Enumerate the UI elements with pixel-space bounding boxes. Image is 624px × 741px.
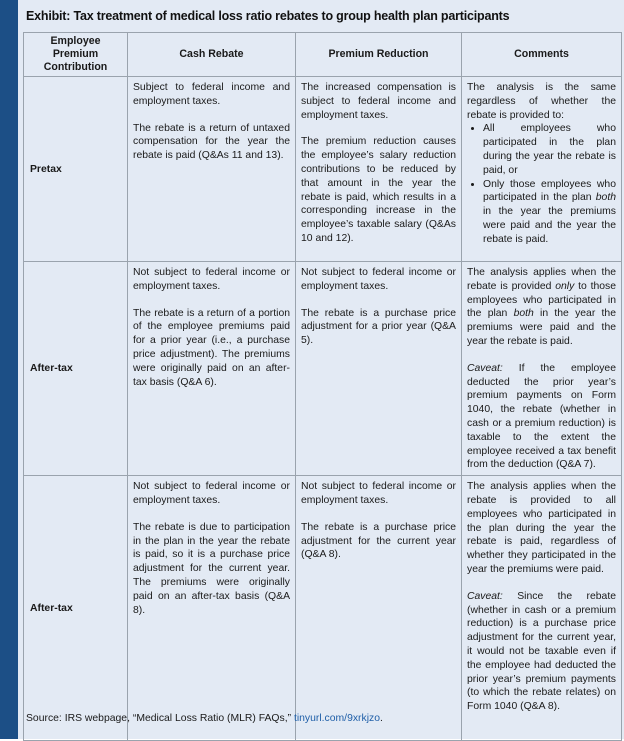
text-span: in the year the premiums were paid and the year the rebate is paid. (483, 206, 616, 245)
table-row (24, 77, 622, 262)
text-span: If the employee deducted the prior year’s premium payments on Form 1040, the rebate (whether in cash or a premium reduction) is taxable to the extent the employee received a tax benefit from the deduction (Q&A 7). (467, 362, 616, 471)
row-label-after-tax: After-tax (24, 262, 128, 476)
cell-text: The rebate is a return of untaxed compensation for the year the rebate is paid (Q&As 11 and 13). (133, 122, 290, 162)
cell-text: Not subject to federal income or employment taxes. (133, 481, 290, 506)
table-row (24, 476, 622, 741)
row-label-pretax: Pretax (24, 77, 128, 262)
source-note (26, 713, 383, 724)
source-link[interactable]: tinyurl.com/9xrkjzo (293, 713, 380, 724)
cell-text: The rebate is a return of a portion of the employee premiums paid for a prior year (i.e., a purchase price adjustment). The premiums were originally paid on an after-tax basis (Q&A 6). (133, 307, 290, 388)
list-item: • All employees who participated in the plan during the year the rebate is paid, or (483, 122, 616, 177)
cell-text: Subject to federal income and employment taxes. (133, 82, 290, 107)
tax-treatment-table (23, 32, 622, 741)
cell-text: The analysis is the same regardless of whether the rebate is provided to: (467, 82, 616, 121)
cell-text: The analysis applies when the rebate is provided to all employees who participated in the plan during the year the rebate is paid, regardless of whether they participated in the year the premiums were paid. (467, 481, 616, 575)
cell-text (467, 266, 616, 349)
cell-text: The increased compensation is subject to federal income and employment taxes. (301, 82, 456, 121)
source-suffix: . (380, 713, 383, 724)
premium-reduction-cell (296, 262, 462, 476)
exhibit-panel (18, 0, 624, 739)
header-premium-reduction: Premium Reduction (296, 33, 462, 77)
cell-text: The rebate is a purchase price adjustment for a prior year (Q&A 5). (301, 307, 456, 347)
emphasis: both (513, 308, 534, 320)
cash-rebate-cell (128, 476, 296, 741)
cell-text: Not subject to federal income or employment taxes. (133, 267, 290, 292)
exhibit-title: Exhibit: Tax treatment of medical loss ratio rebates to group health plan participants (26, 9, 510, 23)
caveat-text (467, 590, 616, 714)
premium-reduction-cell (293, 476, 462, 741)
header-comments: Comments (462, 33, 622, 77)
header-employee-premium-contribution: Employee Premium Contribution (24, 33, 128, 77)
header-row (24, 33, 622, 77)
text-span: The analysis applies when the rebate is provided (467, 267, 616, 292)
text-span: in the year the premiums were paid and the year the rebate is paid. (467, 308, 616, 347)
cell-text: Not subject to federal income or employment taxes. (301, 481, 456, 506)
text-span: to those employees who participated in the plan (467, 280, 617, 320)
text-span: Since the rebate (whether in cash or a premium reduction) is a purchase price adjustment for the current year, it would not be taxable even if the employee had deducted the prior year’s premium payments (to which the rebate relates) on Form 1040 (Q&A 8). (467, 590, 616, 713)
cell-text: The premium reduction causes the employee’s salary reduction contributions to be reduced by that amount in the year the rebate is paid, which results in a corresponding increase in the employee’s taxable salary (Q&As 10 and 12). (301, 136, 456, 244)
cell-text: The rebate is due to participation in the plan in the year the rebate is paid, so it is a purchase price adjustment for the current year. The premiums were originally paid on an after-tax basis (Q&A 8). (133, 521, 290, 616)
comments-cell (462, 77, 622, 262)
emphasis: both (595, 192, 616, 204)
source-text: Source: IRS webpage, “Medical Loss Ratio (MLR) FAQs,” (26, 713, 294, 724)
comments-list (467, 122, 616, 246)
emphasis: only (555, 280, 575, 292)
row-label-after-tax: After-tax (24, 476, 128, 741)
premium-reduction-cell (296, 77, 462, 262)
cash-rebate-cell (128, 77, 296, 262)
caveat-text (467, 362, 616, 472)
list-item (483, 178, 616, 247)
comments-cell (462, 262, 622, 476)
text-span: Only those employees who participated in the plan (483, 178, 616, 204)
caveat-label: Caveat: (467, 590, 503, 602)
comments-cell (462, 476, 622, 741)
caveat-label: Caveat: (467, 362, 503, 374)
cell-text: Not subject to federal income or employment taxes. (301, 267, 456, 292)
header-cash-rebate: Cash Rebate (128, 33, 296, 77)
table-row (24, 262, 622, 476)
cash-rebate-cell (128, 262, 296, 476)
cell-text: The rebate is a purchase price adjustment for the current year (Q&A 8). (301, 521, 456, 561)
left-accent-bar (0, 0, 18, 739)
